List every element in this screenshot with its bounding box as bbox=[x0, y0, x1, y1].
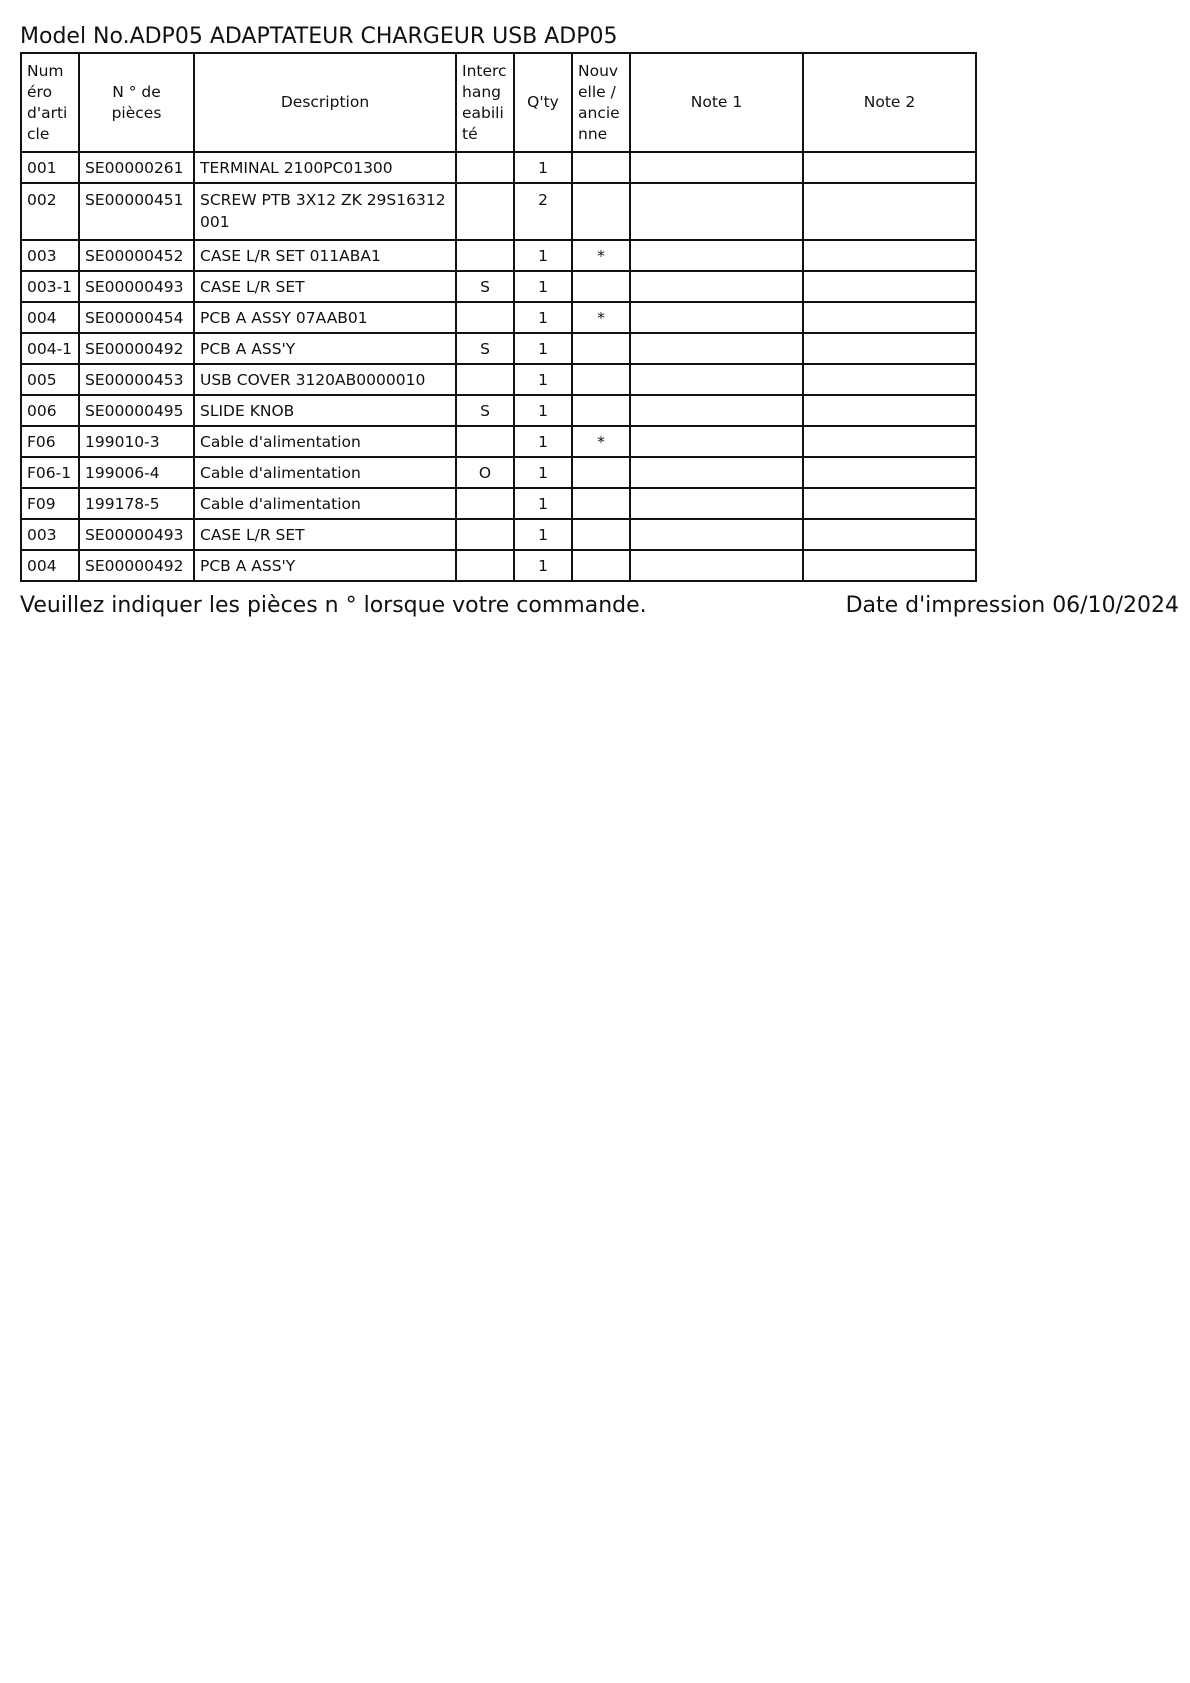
note-1-cell bbox=[630, 488, 803, 519]
part-number-cell: SE00000451 bbox=[79, 183, 194, 240]
new-old-cell bbox=[572, 152, 630, 183]
note-1-cell bbox=[630, 271, 803, 302]
part-number-cell: SE00000495 bbox=[79, 395, 194, 426]
note-1-cell bbox=[630, 183, 803, 240]
description-cell: USB COVER 3120AB0000010 bbox=[194, 364, 456, 395]
part-number-cell: 199178-5 bbox=[79, 488, 194, 519]
note-2-cell bbox=[803, 457, 976, 488]
new-old-cell bbox=[572, 457, 630, 488]
note-2-cell bbox=[803, 519, 976, 550]
item-number-cell: 004-1 bbox=[21, 333, 79, 364]
quantity-cell: 1 bbox=[514, 426, 572, 457]
description-cell: TERMINAL 2100PC01300 bbox=[194, 152, 456, 183]
part-number-cell: SE00000492 bbox=[79, 550, 194, 581]
quantity-cell: 1 bbox=[514, 333, 572, 364]
note-2-cell bbox=[803, 240, 976, 271]
header-interchangeability: Interchangeabilité bbox=[456, 53, 514, 152]
note-1-cell bbox=[630, 333, 803, 364]
print-date: Date d'impression 06/10/2024 bbox=[845, 593, 1179, 618]
quantity-cell: 1 bbox=[514, 488, 572, 519]
quantity-cell: 1 bbox=[514, 457, 572, 488]
new-old-cell bbox=[572, 519, 630, 550]
new-old-cell bbox=[572, 333, 630, 364]
header-note-2: Note 2 bbox=[803, 53, 976, 152]
table-row bbox=[21, 333, 976, 364]
interchangeability-cell bbox=[456, 550, 514, 581]
quantity-cell: 1 bbox=[514, 152, 572, 183]
new-old-cell bbox=[572, 271, 630, 302]
table-row bbox=[21, 395, 976, 426]
part-number-cell: SE00000493 bbox=[79, 271, 194, 302]
item-number-cell: 005 bbox=[21, 364, 79, 395]
interchangeability-cell: O bbox=[456, 457, 514, 488]
note-1-cell bbox=[630, 152, 803, 183]
document-title: Model No.ADP05 ADAPTATEUR CHARGEUR USB ADP05 bbox=[20, 24, 618, 49]
note-2-cell bbox=[803, 426, 976, 457]
interchangeability-cell: S bbox=[456, 333, 514, 364]
part-number-cell: 199006-4 bbox=[79, 457, 194, 488]
note-1-cell bbox=[630, 302, 803, 333]
note-2-cell bbox=[803, 550, 976, 581]
note-2-cell bbox=[803, 333, 976, 364]
header-note-1: Note 1 bbox=[630, 53, 803, 152]
quantity-cell: 2 bbox=[514, 183, 572, 240]
note-2-cell bbox=[803, 271, 976, 302]
note-1-cell bbox=[630, 457, 803, 488]
header-description: Description bbox=[194, 53, 456, 152]
note-1-cell bbox=[630, 395, 803, 426]
order-instruction-note: Veuillez indiquer les pièces n ° lorsque votre commande. bbox=[20, 593, 647, 618]
item-number-cell: 003 bbox=[21, 240, 79, 271]
interchangeability-cell bbox=[456, 302, 514, 333]
description-cell: CASE L/R SET 011ABA1 bbox=[194, 240, 456, 271]
table-row bbox=[21, 457, 976, 488]
quantity-cell: 1 bbox=[514, 519, 572, 550]
item-number-cell: F06-1 bbox=[21, 457, 79, 488]
note-1-cell bbox=[630, 240, 803, 271]
description-cell: Cable d'alimentation bbox=[194, 488, 456, 519]
header-new-old: Nouvelle / ancienne bbox=[572, 53, 630, 152]
quantity-cell: 1 bbox=[514, 271, 572, 302]
new-old-cell bbox=[572, 488, 630, 519]
item-number-cell: 004 bbox=[21, 550, 79, 581]
interchangeability-cell bbox=[456, 240, 514, 271]
description-cell: SCREW PTB 3X12 ZK 29S16312001 bbox=[194, 183, 456, 240]
interchangeability-cell: S bbox=[456, 395, 514, 426]
table-row bbox=[21, 183, 976, 240]
parts-table bbox=[20, 52, 977, 582]
header-part-number: N ° de pièces bbox=[79, 53, 194, 152]
item-number-cell: F06 bbox=[21, 426, 79, 457]
quantity-cell: 1 bbox=[514, 240, 572, 271]
part-number-cell: SE00000454 bbox=[79, 302, 194, 333]
quantity-cell: 1 bbox=[514, 550, 572, 581]
description-cell: SLIDE KNOB bbox=[194, 395, 456, 426]
quantity-cell: 1 bbox=[514, 302, 572, 333]
description-cell: PCB A ASSY 07AAB01 bbox=[194, 302, 456, 333]
part-number-cell: SE00000261 bbox=[79, 152, 194, 183]
interchangeability-cell bbox=[456, 426, 514, 457]
interchangeability-cell: S bbox=[456, 271, 514, 302]
table-row bbox=[21, 426, 976, 457]
item-number-cell: F09 bbox=[21, 488, 79, 519]
item-number-cell: 003 bbox=[21, 519, 79, 550]
table-row bbox=[21, 152, 976, 183]
interchangeability-cell bbox=[456, 364, 514, 395]
table-row bbox=[21, 519, 976, 550]
new-old-cell: * bbox=[572, 302, 630, 333]
interchangeability-cell bbox=[456, 488, 514, 519]
interchangeability-cell bbox=[456, 183, 514, 240]
header-quantity: Q'ty bbox=[514, 53, 572, 152]
new-old-cell bbox=[572, 550, 630, 581]
description-cell: Cable d'alimentation bbox=[194, 426, 456, 457]
new-old-cell bbox=[572, 364, 630, 395]
part-number-cell: 199010-3 bbox=[79, 426, 194, 457]
note-1-cell bbox=[630, 364, 803, 395]
new-old-cell bbox=[572, 183, 630, 240]
table-row bbox=[21, 488, 976, 519]
description-cell: Cable d'alimentation bbox=[194, 457, 456, 488]
new-old-cell: * bbox=[572, 240, 630, 271]
part-number-cell: SE00000492 bbox=[79, 333, 194, 364]
header-item-number: Numéro d'article bbox=[21, 53, 79, 152]
table-row bbox=[21, 240, 976, 271]
item-number-cell: 001 bbox=[21, 152, 79, 183]
item-number-cell: 004 bbox=[21, 302, 79, 333]
note-2-cell bbox=[803, 302, 976, 333]
note-2-cell bbox=[803, 364, 976, 395]
note-1-cell bbox=[630, 550, 803, 581]
part-number-cell: SE00000452 bbox=[79, 240, 194, 271]
note-1-cell bbox=[630, 519, 803, 550]
quantity-cell: 1 bbox=[514, 395, 572, 426]
new-old-cell: * bbox=[572, 426, 630, 457]
item-number-cell: 003-1 bbox=[21, 271, 79, 302]
description-cell: CASE L/R SET bbox=[194, 519, 456, 550]
table-row bbox=[21, 550, 976, 581]
quantity-cell: 1 bbox=[514, 364, 572, 395]
interchangeability-cell bbox=[456, 519, 514, 550]
description-cell: PCB A ASS'Y bbox=[194, 550, 456, 581]
item-number-cell: 006 bbox=[21, 395, 79, 426]
part-number-cell: SE00000493 bbox=[79, 519, 194, 550]
note-2-cell bbox=[803, 488, 976, 519]
note-1-cell bbox=[630, 426, 803, 457]
note-2-cell bbox=[803, 395, 976, 426]
table-row bbox=[21, 302, 976, 333]
description-cell: PCB A ASS'Y bbox=[194, 333, 456, 364]
table-header-row bbox=[21, 53, 976, 152]
note-2-cell bbox=[803, 183, 976, 240]
interchangeability-cell bbox=[456, 152, 514, 183]
note-2-cell bbox=[803, 152, 976, 183]
table-row bbox=[21, 271, 976, 302]
item-number-cell: 002 bbox=[21, 183, 79, 240]
table-row bbox=[21, 364, 976, 395]
part-number-cell: SE00000453 bbox=[79, 364, 194, 395]
description-cell: CASE L/R SET bbox=[194, 271, 456, 302]
new-old-cell bbox=[572, 395, 630, 426]
